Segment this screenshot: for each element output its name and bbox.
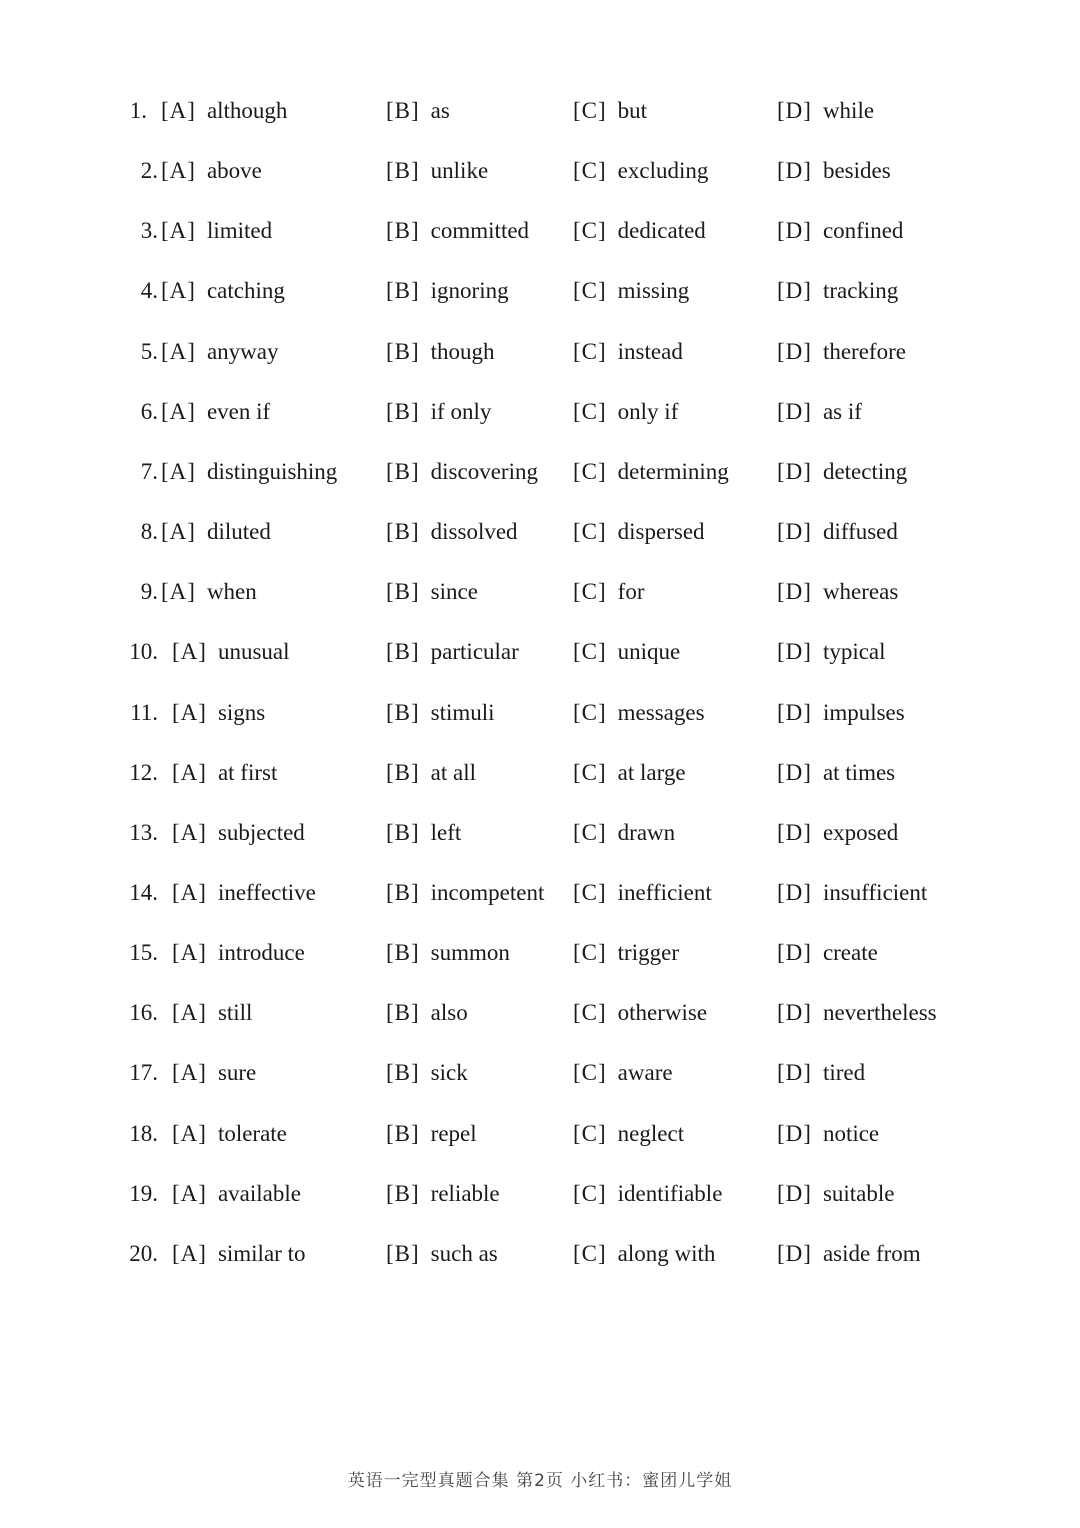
option-text: impulses: [822, 699, 905, 725]
option-text: aside from: [822, 1240, 921, 1266]
option-text: unlike: [430, 158, 489, 184]
option-letter: [A]: [172, 639, 207, 665]
answer-option: [386, 632, 519, 672]
option-letter: [D]: [777, 98, 812, 123]
option-text: discovering: [430, 458, 538, 484]
option-text: messages: [617, 699, 705, 725]
option-text: only if: [617, 398, 679, 424]
option-text: nevertheless: [822, 1000, 937, 1026]
answer-option: [161, 91, 287, 131]
answer-option: [573, 1174, 722, 1214]
option-letter: [A]: [172, 940, 207, 966]
answer-option: [777, 572, 898, 612]
answer-option: [573, 392, 678, 432]
question-number: 14.: [129, 879, 158, 905]
answer-option: [573, 211, 706, 251]
option-text: anyway: [206, 338, 279, 364]
option-letter: [C]: [573, 699, 607, 725]
option-letter: [B]: [386, 158, 420, 184]
option-letter: [C]: [573, 458, 607, 484]
option-letter: [A]: [172, 1120, 207, 1146]
answer-option: [777, 993, 937, 1033]
option-text: particular: [430, 639, 519, 665]
option-text: signs: [217, 699, 266, 725]
answer-option: [161, 452, 337, 492]
option-text: summon: [430, 940, 510, 966]
answer-option: [386, 1053, 468, 1093]
answer-option: [386, 753, 476, 793]
option-letter: [D]: [777, 519, 812, 545]
answer-option: [573, 512, 705, 552]
option-letter: [A]: [172, 1240, 207, 1266]
option-text: if only: [430, 398, 492, 424]
option-text: missing: [617, 278, 690, 304]
answer-option: [172, 993, 252, 1033]
answer-option: [386, 392, 491, 432]
option-letter: [C]: [573, 1000, 607, 1026]
option-letter: [D]: [777, 338, 812, 364]
option-text: such as: [430, 1240, 498, 1266]
option-text: at first: [217, 759, 278, 785]
question-row: [0, 813, 1080, 853]
option-text: unique: [617, 639, 681, 665]
option-text: determining: [617, 458, 729, 484]
answer-option: [172, 693, 265, 733]
answer-option: [573, 993, 707, 1033]
option-letter: [D]: [777, 398, 812, 424]
answer-option: [161, 151, 262, 191]
answer-option: [573, 151, 708, 191]
answer-option: [777, 1053, 865, 1093]
answer-option: [777, 1234, 921, 1274]
answer-option: [172, 1114, 287, 1154]
option-letter: [A]: [161, 579, 196, 605]
option-text: unusual: [217, 639, 290, 665]
question-row: [0, 91, 1080, 131]
option-letter: [A]: [161, 398, 196, 424]
option-text: otherwise: [617, 1000, 708, 1026]
option-text: catching: [206, 278, 285, 304]
option-letter: [C]: [573, 278, 607, 304]
option-text: though: [430, 338, 495, 364]
answer-option: [573, 1053, 673, 1093]
option-text: stimuli: [430, 699, 495, 725]
option-text: ignoring: [430, 278, 509, 304]
option-text: dispersed: [617, 519, 705, 545]
option-text: dissolved: [430, 519, 518, 545]
option-letter: [C]: [573, 1060, 607, 1086]
answer-option: [161, 211, 272, 251]
option-letter: [B]: [386, 338, 420, 364]
option-letter: [A]: [172, 759, 207, 785]
option-letter: [A]: [161, 158, 196, 184]
option-letter: [B]: [386, 98, 420, 123]
question-row: [0, 1053, 1080, 1093]
option-text: as: [430, 98, 450, 123]
option-text: at large: [617, 759, 686, 785]
option-text: left: [430, 819, 462, 845]
answer-option: [172, 1174, 301, 1214]
answer-option: [386, 1234, 498, 1274]
option-letter: [D]: [777, 940, 812, 966]
answer-option: [777, 392, 862, 432]
option-text: introduce: [217, 940, 305, 966]
answer-option: [161, 572, 257, 612]
option-letter: [B]: [386, 759, 420, 785]
question-number: 7.: [140, 458, 158, 484]
question-number: 10.: [129, 639, 158, 665]
option-letter: [A]: [161, 519, 196, 545]
answer-option: [573, 1234, 715, 1274]
question-row: [0, 512, 1080, 552]
option-letter: [B]: [386, 1120, 420, 1146]
option-letter: [D]: [777, 1180, 812, 1206]
answer-option: [172, 632, 290, 672]
option-letter: [B]: [386, 699, 420, 725]
option-letter: [A]: [172, 819, 207, 845]
option-letter: [C]: [573, 579, 607, 605]
option-text: detecting: [822, 458, 908, 484]
answer-option: [172, 933, 305, 973]
answer-option: [777, 91, 874, 131]
answer-option: [161, 512, 271, 552]
option-text: at times: [822, 759, 896, 785]
answer-option: [573, 753, 686, 793]
option-letter: [D]: [777, 819, 812, 845]
option-letter: [A]: [172, 879, 207, 905]
answer-option: [172, 753, 277, 793]
question-number: 13.: [129, 819, 158, 845]
option-letter: [C]: [573, 639, 607, 665]
option-text: sick: [430, 1060, 468, 1086]
option-letter: [C]: [573, 398, 607, 424]
option-text: although: [206, 98, 288, 123]
option-text: tolerate: [217, 1120, 287, 1146]
option-text: instead: [617, 338, 683, 364]
option-text: subjected: [217, 819, 305, 845]
option-text: when: [206, 579, 257, 605]
option-letter: [C]: [573, 940, 607, 966]
answer-option: [172, 873, 316, 913]
answer-option: [573, 933, 679, 973]
option-letter: [C]: [573, 879, 607, 905]
question-number: 16.: [129, 1000, 158, 1026]
option-letter: [B]: [386, 218, 420, 244]
question-number: 8.: [140, 519, 158, 545]
option-letter: [D]: [777, 1060, 812, 1086]
answer-option: [777, 332, 906, 372]
page-footer: 英语一完型真题合集 第2页 小红书：蜜团儿学姐: [347, 1471, 733, 1491]
question-row: [0, 1234, 1080, 1274]
option-text: reliable: [430, 1180, 500, 1206]
answer-option: [386, 332, 495, 372]
option-text: even if: [206, 398, 271, 424]
option-letter: [B]: [386, 819, 420, 845]
option-letter: [D]: [777, 158, 812, 184]
option-letter: [D]: [777, 699, 812, 725]
question-row: [0, 1174, 1080, 1214]
option-text: trigger: [617, 940, 679, 966]
option-letter: [D]: [777, 218, 812, 244]
answer-option: [386, 452, 538, 492]
option-text: but: [617, 98, 648, 123]
answer-option: [573, 572, 645, 612]
option-letter: [C]: [573, 218, 607, 244]
question-row: [0, 632, 1080, 672]
answer-option: [573, 271, 689, 311]
option-text: diffused: [822, 519, 898, 545]
option-text: tired: [822, 1060, 866, 1086]
option-letter: [D]: [777, 879, 812, 905]
option-letter: [B]: [386, 879, 420, 905]
answer-option: [386, 813, 461, 853]
option-text: suitable: [822, 1180, 895, 1206]
question-number: 2.: [140, 158, 158, 184]
option-text: limited: [206, 218, 273, 244]
question-number: 9.: [140, 579, 158, 605]
option-letter: [C]: [573, 759, 607, 785]
option-letter: [A]: [172, 1060, 207, 1086]
option-text: as if: [822, 398, 862, 424]
option-text: repel: [430, 1120, 477, 1146]
option-letter: [D]: [777, 1240, 812, 1266]
option-letter: [C]: [573, 1180, 607, 1206]
answer-option: [777, 271, 898, 311]
option-text: excluding: [617, 158, 709, 184]
option-text: above: [206, 158, 262, 184]
answer-option: [777, 1174, 894, 1214]
option-text: while: [822, 98, 875, 123]
option-letter: [A]: [161, 218, 196, 244]
option-text: diluted: [206, 519, 271, 545]
option-text: create: [822, 940, 878, 966]
option-text: inefficient: [617, 879, 712, 905]
answer-option: [386, 572, 478, 612]
option-text: neglect: [617, 1120, 685, 1146]
option-letter: [B]: [386, 458, 420, 484]
question-number: 4.: [140, 278, 158, 304]
answer-option: [777, 211, 903, 251]
answer-option: [573, 91, 647, 131]
answer-option: [386, 873, 544, 913]
answer-option: [172, 1234, 305, 1274]
answer-option: [777, 632, 886, 672]
answer-option: [777, 933, 878, 973]
answer-option: [161, 332, 278, 372]
answer-option: [573, 693, 705, 733]
option-letter: [A]: [161, 338, 196, 364]
answer-option: [386, 693, 495, 733]
option-text: typical: [822, 639, 886, 665]
question-number: 11.: [130, 699, 158, 725]
answer-option: [573, 873, 712, 913]
option-letter: [A]: [161, 458, 196, 484]
question-row: [0, 332, 1080, 372]
option-letter: [A]: [172, 1000, 207, 1026]
question-row: [0, 151, 1080, 191]
option-text: distinguishing: [206, 458, 338, 484]
question-row: [0, 1114, 1080, 1154]
option-letter: [D]: [777, 759, 812, 785]
option-text: along with: [617, 1240, 716, 1266]
option-letter: [B]: [386, 1180, 420, 1206]
question-row: [0, 933, 1080, 973]
answer-option: [161, 271, 285, 311]
answer-option: [777, 693, 905, 733]
option-letter: [A]: [161, 278, 196, 304]
option-letter: [B]: [386, 1240, 420, 1266]
option-letter: [D]: [777, 639, 812, 665]
option-text: also: [430, 1000, 468, 1026]
question-number: 3.: [140, 218, 158, 244]
question-number: 15.: [129, 940, 158, 966]
question-row: [0, 452, 1080, 492]
question-row: [0, 753, 1080, 793]
option-text: therefore: [822, 338, 906, 364]
answer-option: [777, 753, 895, 793]
option-text: drawn: [617, 819, 676, 845]
question-row: [0, 211, 1080, 251]
question-row: [0, 271, 1080, 311]
option-text: identifiable: [617, 1180, 723, 1206]
answer-option: [172, 813, 305, 853]
option-letter: [B]: [386, 1000, 420, 1026]
option-text: still: [217, 1000, 253, 1026]
option-text: besides: [822, 158, 891, 184]
option-text: confined: [822, 218, 904, 244]
question-number: 6.: [140, 398, 158, 424]
option-letter: [D]: [777, 1120, 812, 1146]
option-letter: [D]: [777, 278, 812, 304]
answer-option: [573, 632, 680, 672]
option-letter: [D]: [777, 1000, 812, 1026]
answer-option: [777, 151, 891, 191]
option-text: available: [217, 1180, 301, 1206]
answer-option: [386, 512, 518, 552]
option-text: ineffective: [217, 879, 316, 905]
answer-option: [777, 873, 927, 913]
question-row: [0, 572, 1080, 612]
answer-option: [573, 332, 683, 372]
option-letter: [B]: [386, 519, 420, 545]
question-row: [0, 693, 1080, 733]
question-number: 20.: [129, 1240, 158, 1266]
answer-option: [172, 1053, 256, 1093]
option-letter: [C]: [573, 158, 607, 184]
question-number: 5.: [140, 338, 158, 364]
option-text: sure: [217, 1060, 257, 1086]
answer-option: [386, 933, 510, 973]
option-letter: [D]: [777, 458, 812, 484]
option-letter: [C]: [573, 1240, 607, 1266]
answer-option: [573, 813, 675, 853]
option-letter: [B]: [386, 639, 420, 665]
option-letter: [B]: [386, 940, 420, 966]
question-row: [0, 993, 1080, 1033]
question-number: 12.: [129, 759, 158, 785]
answer-option: [386, 1174, 500, 1214]
option-text: notice: [822, 1120, 880, 1146]
option-letter: [B]: [386, 398, 420, 424]
option-text: dedicated: [617, 218, 706, 244]
option-text: since: [430, 579, 478, 605]
answer-option: [777, 452, 907, 492]
answer-option: [386, 211, 529, 251]
answer-option: [777, 512, 898, 552]
answer-option: [777, 1114, 879, 1154]
option-letter: [A]: [161, 98, 196, 123]
answer-option: [386, 271, 509, 311]
answer-option: [386, 151, 488, 191]
option-text: exposed: [822, 819, 899, 845]
question-row: [0, 392, 1080, 432]
option-letter: [C]: [573, 1120, 607, 1146]
question-row: [0, 873, 1080, 913]
option-text: at all: [430, 759, 477, 785]
option-text: similar to: [217, 1240, 306, 1266]
option-letter: [C]: [573, 819, 607, 845]
option-letter: [B]: [386, 579, 420, 605]
option-letter: [D]: [777, 579, 812, 605]
option-letter: [C]: [573, 338, 607, 364]
option-text: tracking: [822, 278, 899, 304]
option-letter: [A]: [172, 1180, 207, 1206]
question-number: 1.: [129, 98, 147, 123]
answer-option: [573, 1114, 684, 1154]
question-number: 19.: [129, 1180, 158, 1206]
option-text: insufficient: [822, 879, 928, 905]
option-letter: [C]: [573, 519, 607, 545]
option-text: aware: [617, 1060, 673, 1086]
option-letter: [B]: [386, 278, 420, 304]
question-number: 17.: [129, 1060, 158, 1086]
option-letter: [C]: [573, 98, 607, 123]
answer-option: [386, 91, 450, 131]
answer-option: [386, 993, 468, 1033]
option-text: for: [617, 579, 645, 605]
answer-option: [386, 1114, 477, 1154]
option-text: incompetent: [430, 879, 545, 905]
option-letter: [B]: [386, 1060, 420, 1086]
option-letter: [A]: [172, 699, 207, 725]
answer-option: [573, 452, 729, 492]
question-number: 18.: [129, 1120, 158, 1146]
option-text: committed: [430, 218, 530, 244]
option-text: whereas: [822, 579, 899, 605]
answer-option: [161, 392, 270, 432]
answer-option: [777, 813, 898, 853]
